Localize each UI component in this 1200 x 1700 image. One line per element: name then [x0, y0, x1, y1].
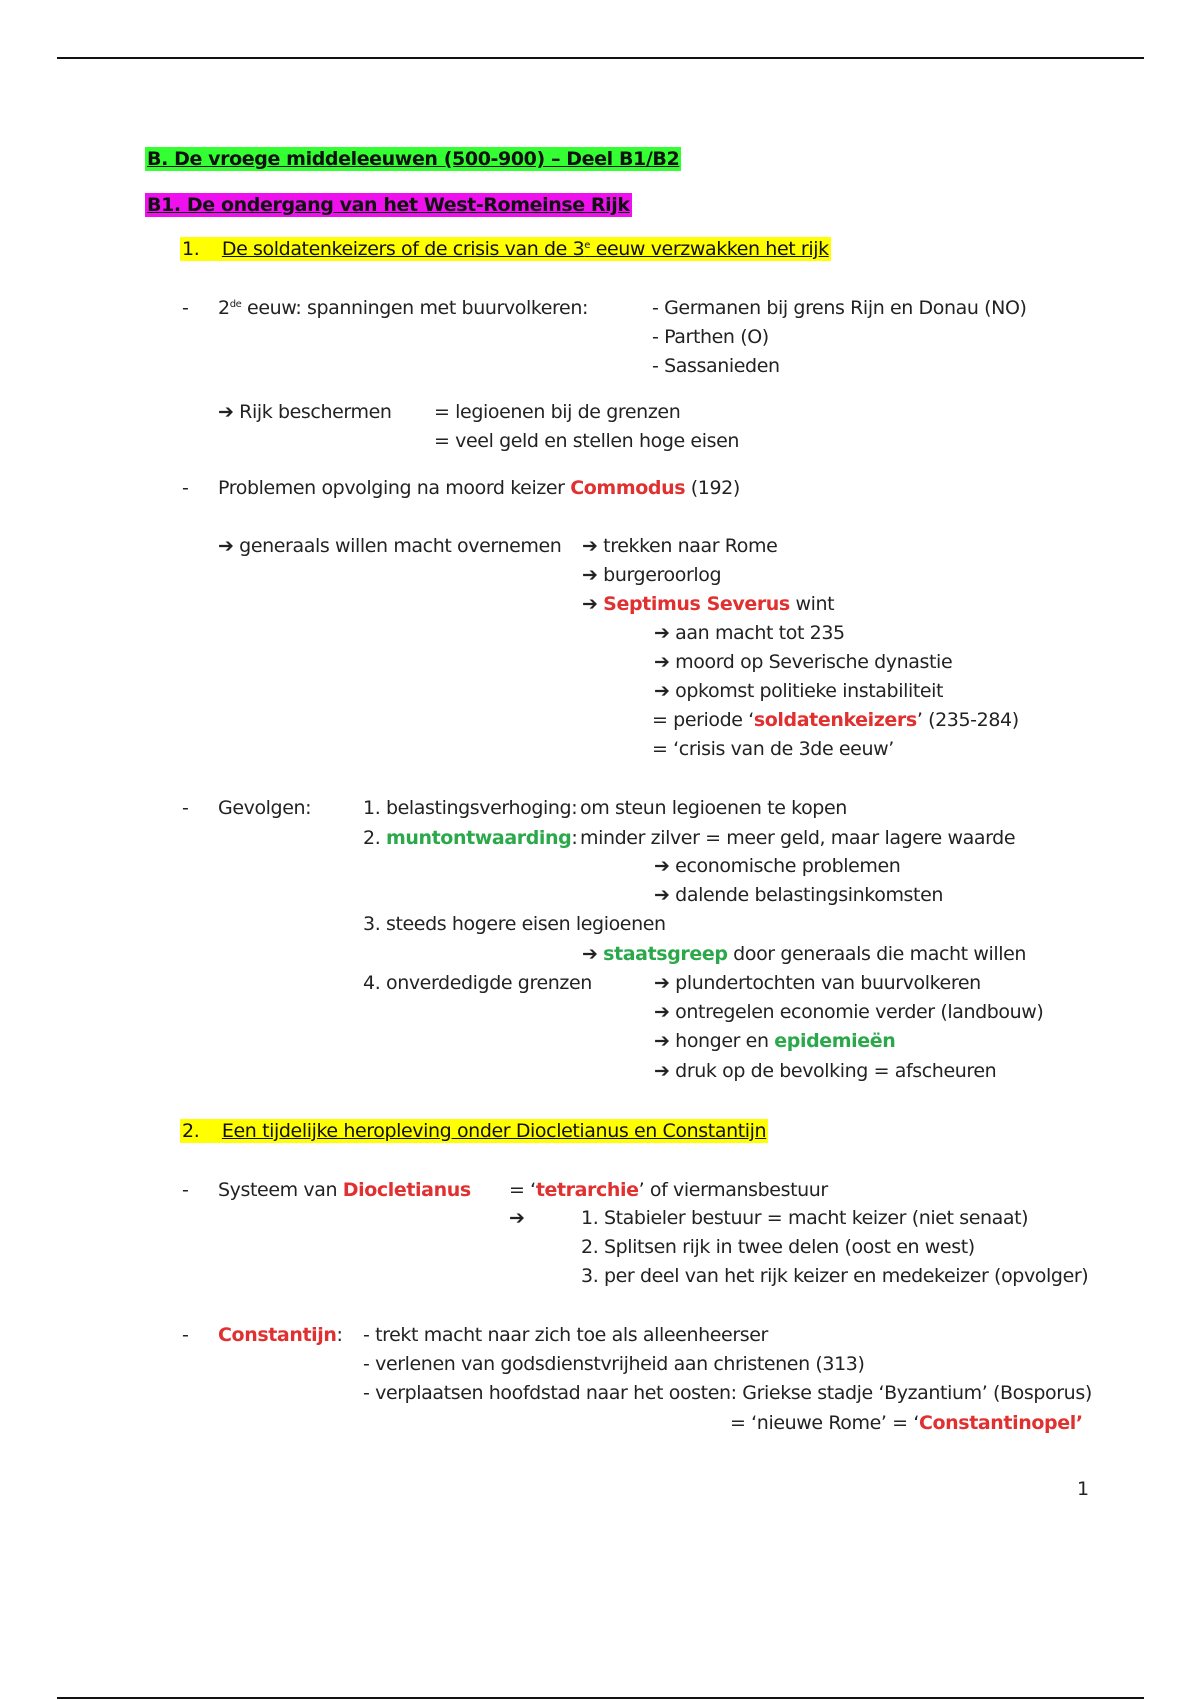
bullet-dash: - — [182, 797, 189, 819]
block2-text: Problemen opvolging na moord keizer Commodus (192) — [218, 477, 740, 499]
section-title-b1 — [145, 196, 632, 215]
term-staatsgreep: staatsgreep — [603, 943, 728, 965]
list-item: 3. per deel van het rijk keizer en medekeizer (opvolger) — [581, 1265, 1089, 1287]
protect-line: ➔ Rijk beschermen — [218, 401, 392, 423]
consequence-2: 2. muntontwaarding: — [363, 827, 578, 849]
arrow-right-icon: ➔ — [654, 972, 670, 994]
section-title-b-text: B. De vroege middeleeuwen (500-900) – Deel B1/B2 — [147, 148, 680, 170]
consequence-4: 4. onverdedigde grenzen — [363, 972, 592, 994]
arrow-right-icon: ➔ — [654, 884, 670, 906]
arrow-right-icon: ➔ — [654, 855, 670, 877]
name-commodus: Commodus — [570, 477, 686, 499]
section-title-b — [145, 150, 681, 169]
bottom-rule — [57, 1697, 1144, 1699]
term-soldatenkeizers: soldatenkeizers — [753, 709, 917, 731]
page-number: 1 — [1077, 1478, 1089, 1500]
list-item: - verplaatsen hoofdstad naar het oosten: Griekse stadje ‘Byzantium’ (Bosporus) — [363, 1382, 1092, 1404]
heading-2-number: 2. — [182, 1120, 200, 1142]
nieuwe-rome-line: = ‘nieuwe Rome’ = ‘Constantinopel’ — [730, 1412, 1083, 1434]
heading-1 — [180, 240, 831, 259]
arrow-right-icon: ➔ — [509, 1207, 525, 1229]
heading-2-text: Een tijdelijke heropleving onder Diocletianus en Constantijn — [221, 1120, 767, 1142]
heading-2 — [180, 1122, 768, 1141]
section-title-b1-text: B1. De ondergang van het West-Romeinse Rijk — [147, 194, 630, 216]
crisis-line: = ‘crisis van de 3de eeuw’ — [652, 738, 894, 760]
term-epidemieen: epidemieën — [774, 1030, 896, 1052]
arrow-right-icon: ➔ — [654, 651, 670, 673]
arrow-right-icon: ➔ — [582, 943, 598, 965]
arrow-step: ➔ burgeroorlog — [582, 564, 722, 586]
arrow-substep: ➔ dalende belastingsinkomsten — [654, 884, 944, 906]
arrow-substep: ➔ economische problemen — [654, 855, 901, 877]
gevolgen-label: Gevolgen: — [218, 797, 312, 819]
arrow-substep: ➔ moord op Severische dynastie — [654, 651, 953, 673]
bullet-dash: - — [182, 1179, 189, 1201]
block4-text: Systeem van Diocletianus — [218, 1179, 471, 1201]
arrow-substep: ➔ plundertochten van buurvolkeren — [654, 972, 981, 994]
list-item: - Germanen bij grens Rijn en Donau (NO) — [652, 297, 1027, 319]
bullet-dash: - — [182, 1324, 189, 1346]
name-severus: Septimus Severus — [603, 593, 790, 615]
bullet-dash: - — [182, 477, 189, 499]
arrow-substep: ➔ honger en epidemieën — [654, 1030, 896, 1052]
arrow-step: ➔ staatsgreep door generaals die macht willen — [582, 943, 1027, 965]
generals-line: ➔ generaals willen macht overnemen — [218, 535, 562, 557]
list-item: 1. Stabieler bestuur = macht keizer (niet senaat) — [581, 1207, 1029, 1229]
block5-label: Constantijn: — [218, 1324, 343, 1346]
eq-line: = legioenen bij de grenzen — [434, 401, 681, 423]
list-item: - Sassanieden — [652, 355, 780, 377]
arrow-substep: ➔ opkomst politieke instabiliteit — [654, 680, 944, 702]
arrow-right-icon: ➔ — [218, 535, 234, 557]
heading-1-number: 1. — [182, 238, 200, 260]
arrow-right-icon: ➔ — [654, 680, 670, 702]
eq-line: = veel geld en stellen hoge eisen — [434, 430, 740, 452]
arrow-right-icon: ➔ — [218, 401, 234, 423]
arrow-right-icon: ➔ — [654, 1030, 670, 1052]
arrow-step: ➔ trekken naar Rome — [582, 535, 778, 557]
name-diocletianus: Diocletianus — [342, 1179, 471, 1201]
arrow-right-icon: ➔ — [582, 564, 598, 586]
bullet-dash: - — [182, 297, 189, 319]
arrow-substep: ➔ ontregelen economie verder (landbouw) — [654, 1001, 1044, 1023]
arrow-substep: ➔ druk op de bevolking = afscheuren — [654, 1060, 997, 1082]
arrow-substep: ➔ aan macht tot 235 — [654, 622, 845, 644]
arrow-step: ➔ Septimus Severus wint — [582, 593, 835, 615]
name-constantijn: Constantijn — [218, 1324, 337, 1346]
arrow-right-icon: ➔ — [582, 593, 598, 615]
period-line: = periode ‘soldatenkeizers’ (235-284) — [652, 709, 1019, 731]
list-item: 2. Splitsen rijk in twee delen (oost en west) — [581, 1236, 975, 1258]
list-item: - verlenen van godsdienstvrijheid aan christenen (313) — [363, 1353, 865, 1375]
arrow-right-icon: ➔ — [582, 535, 598, 557]
consequence-3: 3. steeds hogere eisen legioenen — [363, 913, 666, 935]
arrow-right-icon: ➔ — [654, 622, 670, 644]
list-item: - Parthen (O) — [652, 326, 769, 348]
term-muntontwaarding: muntontwaarding — [385, 827, 572, 849]
arrow-right-icon: ➔ — [654, 1060, 670, 1082]
block1-text: 2de eeuw: spanningen met buurvolkeren: — [218, 297, 588, 319]
heading-1-text: De soldatenkeizers of de crisis van de 3e eeuw verzwakken het rijk — [221, 238, 829, 260]
tetrarchie-line: = ‘tetrarchie’ of viermansbestuur — [509, 1179, 828, 1201]
term-constantinopel: Constantinopel — [918, 1412, 1076, 1434]
top-rule — [57, 57, 1144, 59]
consequence-1-text: om steun legioenen te kopen — [580, 797, 847, 819]
consequence-2-text: minder zilver = meer geld, maar lagere waarde — [580, 827, 1016, 849]
arrow-right-icon: ➔ — [654, 1001, 670, 1023]
consequence-1: 1. belastingsverhoging: — [363, 797, 578, 819]
list-item: - trekt macht naar zich toe als alleenheerser — [363, 1324, 768, 1346]
term-tetrarchie: tetrarchie — [535, 1179, 639, 1201]
